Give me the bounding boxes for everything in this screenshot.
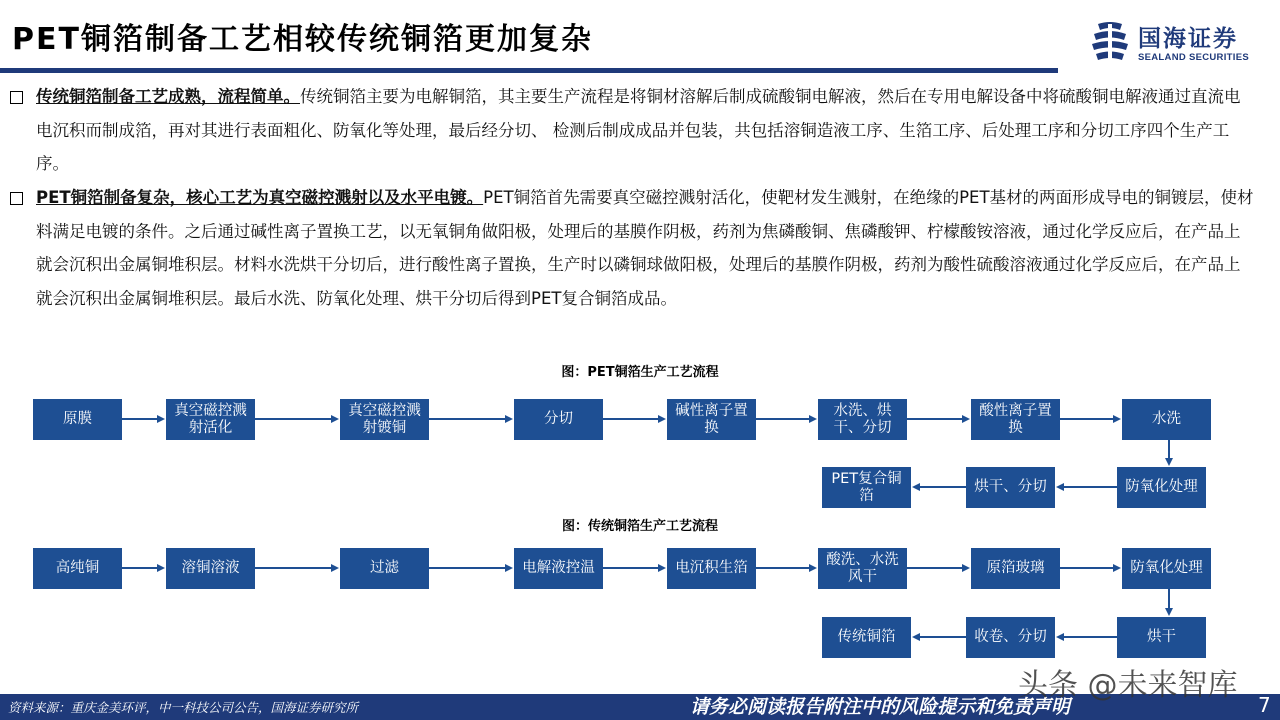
figure2-title: 图：传统铜箔生产工艺流程 bbox=[561, 519, 718, 534]
disclaimer-text: 请务必阅读报告附注中的风险提示和免责声明 bbox=[690, 696, 1071, 718]
paragraph-lead: 传统铜箔制备工艺成熟，流程简单。 bbox=[36, 87, 300, 106]
flow-step: 收卷、分切 bbox=[966, 617, 1055, 658]
flow-step: 防氧化处理 bbox=[1117, 467, 1206, 508]
figure1-title: 图：PET铜箔生产工艺流程 bbox=[561, 365, 719, 380]
page-number: 7 bbox=[1258, 693, 1271, 717]
flow-step: 酸洗、水洗风干 bbox=[818, 548, 907, 589]
watermark: 头条 @未来智库 bbox=[1018, 668, 1238, 703]
flow-step: 原箔玻璃 bbox=[971, 548, 1060, 589]
flow-step: 溶铜溶液 bbox=[166, 548, 255, 589]
flow-step: PET复合铜箔 bbox=[822, 467, 911, 508]
flow-step: 电解液控温 bbox=[514, 548, 603, 589]
flow-step: 原膜 bbox=[33, 399, 122, 440]
flow-step: 高纯铜 bbox=[33, 548, 122, 589]
flow-step: 过滤 bbox=[340, 548, 429, 589]
flow-step: 真空磁控溅射镀铜 bbox=[340, 399, 429, 440]
flow-step: 真空磁控溅射活化 bbox=[166, 399, 255, 440]
paragraph-lead: PET铜箔制备复杂，核心工艺为真空磁控溅射以及水平电镀。 bbox=[36, 188, 484, 207]
flow-step: 防氧化处理 bbox=[1122, 548, 1211, 589]
flow-step: 碱性离子置换 bbox=[667, 399, 756, 440]
page-title: PET铜箔制备工艺相较传统铜箔更加复杂 bbox=[12, 22, 593, 57]
flow-step: 水洗、烘干、分切 bbox=[818, 399, 907, 440]
flow-step: 分切 bbox=[514, 399, 603, 440]
logo-text-en: SEALAND SECURITIES bbox=[1138, 52, 1249, 63]
paragraph-body: PET铜箔首先需要真空磁控溅射活化，使靶材发生溅射，在绝缘的PET基材的两面形成导电的铜镀层，使材料满足电镀的条件。之后通过碱性离子置换工艺，以无氧铜角做阳极，处理后的基膜作阴极，药剂为焦磷酸铜、焦磷酸钾、柠檬酸铵溶液，通过化学反应后，在产品上就会沉积出金属铜堆积层。材料水洗烘干分切后，进行酸性离子置换，生产时以磷铜球做阳极，处理后的基膜作阴极，药剂为酸性硫酸溶液通过化学反应后，在产品上就会沉积出金属铜堆积层。最后水洗、防氧化处理、烘干分切后得到PET复合铜箔成品。 bbox=[36, 188, 1254, 308]
flow-step: 烘干、分切 bbox=[966, 467, 1055, 508]
flow-step: 烘干 bbox=[1117, 617, 1206, 658]
flow-step: 酸性离子置换 bbox=[971, 399, 1060, 440]
logo-text-cn: 国海证券 bbox=[1138, 26, 1238, 52]
source-note: 资料来源：重庆金美环评，中一科技公司公告，国海证券研究所 bbox=[8, 700, 359, 715]
flow-step: 电沉积生箔 bbox=[667, 548, 756, 589]
paragraph-body: 传统铜箔主要为电解铜箔，其主要生产流程是将铜材溶解后制成硫酸铜电解液，然后在专用电解设备中将硫酸铜电解液通过直流电电沉积而制成箔，再对其进行表面粗化、防氧化等处理，最后经分切、 检测后制成成品并包装，共包括溶铜造液工序、生箔工序、后处理工序和分切工序四个生产工序。 bbox=[36, 87, 1241, 174]
flow-step: 传统铜箔 bbox=[822, 617, 911, 658]
flow-step: 水洗 bbox=[1122, 399, 1211, 440]
